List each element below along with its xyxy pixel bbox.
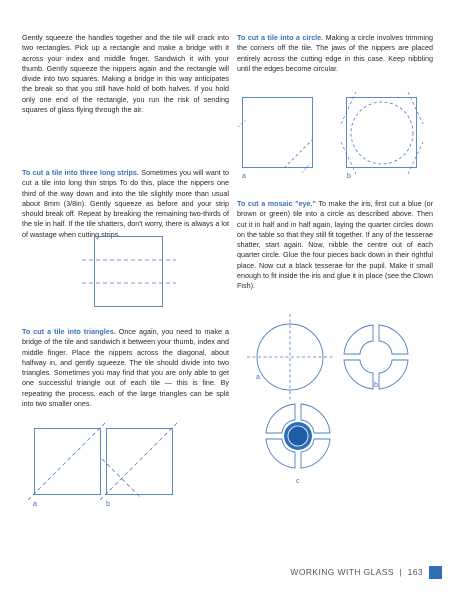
eye-heading: To cut a mosaic "eye." — [237, 199, 316, 208]
eye-b-quarter-tl — [344, 325, 373, 354]
triangles-heading: To cut a tile into triangles. — [22, 327, 116, 336]
strips-heading: To cut a tile into three long strips. — [22, 168, 139, 177]
footer-section: WORKING WITH GLASS — [290, 567, 394, 577]
eye-b-quarter-br — [379, 360, 408, 389]
eye-diagram-a — [250, 317, 330, 397]
circle-outline — [351, 102, 413, 164]
footer-color-block — [429, 566, 442, 579]
circle-label-a: a — [242, 173, 246, 180]
triangle-label-b: b — [106, 501, 110, 508]
footer-text: WORKING WITH GLASS | 163 — [290, 567, 423, 577]
strips-section — [22, 168, 229, 240]
strips-diagram — [94, 236, 164, 308]
eye-b-quarter-tr — [379, 325, 408, 354]
triangle-tile-a — [35, 429, 101, 495]
eye-text: To make the iris, first cut a blue (or brown or green) tile into a circle as described above. Then cut it in half and in half again, laying the quarter circles down on the table so that they still fit together. If any of the tesserae shatter, start again. Now, nibble the centre out of each quarter circle. Glue the four pieces back down in their rightful place. Now cut a black tesserae for the pupil. Make it small enough to fit inside the iris and glue it in place (see the Clown Fish). — [237, 199, 433, 291]
circle-diagram-b — [346, 97, 418, 169]
circle-diagram-a — [242, 97, 314, 169]
strips-tile — [95, 237, 163, 307]
triangles-section — [22, 327, 229, 409]
paragraph-triangles — [22, 327, 229, 409]
triangle-label-a: a — [33, 501, 37, 508]
eye-diagram-c — [258, 396, 338, 476]
page-footer — [0, 566, 464, 580]
paragraph-squeeze: Gently squeeze the handles together and the tile will crack into two rectangles. Pick up a rectangle and make a bridge with it across your index and middle finger. Sandwich it with your thumb. Gently squeeze the nippers again and the rectangle will divide into two squares. Making a bridge in this way anticipates the break so that you still have hold of both halves. If you hold only one end of the rectangle, you run the risk of sending squares of glass flying through the air. — [22, 33, 229, 115]
strips-text: Sometimes you will want to cut a tile into long thin strips To do this, place the nippers one third of the way down and into the tile slightly more than usual about 8mm (3/8in). Gently squeeze as before and your strip should break off. Repeat by breaking the remaining two-thirds of the tile in half. If the tile shatters, don't worry, there is always a lot of wastage when cutting strips. — [22, 168, 230, 239]
triangle-diagram-a — [34, 428, 102, 496]
circle-text: Making a circle involves trimming the corners off the tile. The jaws of the nippers are placed entirely across the cutting edge in this case. Keep nibbling until the edges become circular. — [237, 33, 433, 73]
triangles-text: Once again, you need to make a bridge of the tile and sandwich it between your thumb, index and middle finger. Place the nippers across the diagonal, about halfway in, and gently squeeze. The tile should divide into two triangles. Sometimes you may find that you are only able to get one successful triangle out of each tile — this is fine. By repeating the process, each of the large triangles can be split into two smaller ones. — [22, 327, 229, 409]
triangle-cut-a — [28, 422, 106, 500]
circle-corner-cut — [284, 139, 313, 168]
eye-c-pupil — [288, 426, 308, 446]
triangle-cut-b-corner — [102, 459, 140, 497]
eye-section — [237, 199, 433, 292]
triangle-cut-b-diagonal — [100, 422, 178, 500]
circle-tile-a — [243, 98, 313, 168]
triangle-tile-b — [107, 429, 173, 495]
page-number: 163 — [407, 567, 423, 577]
circle-label-b: b — [347, 173, 351, 180]
eye-label-a: a — [256, 374, 260, 381]
eye-label-c: c — [296, 478, 300, 485]
paragraph-circle — [237, 33, 433, 74]
eye-b-quarter-bl — [344, 360, 373, 389]
circle-heading: To cut a tile into a circle. — [237, 33, 324, 42]
paragraph-strips — [22, 168, 229, 240]
left-column — [22, 33, 229, 115]
eye-label-b: b — [374, 382, 378, 389]
circle-tile-b — [347, 98, 417, 168]
paragraph-eye — [237, 199, 433, 292]
circle-section — [237, 33, 433, 74]
triangle-diagram-b — [106, 428, 174, 496]
